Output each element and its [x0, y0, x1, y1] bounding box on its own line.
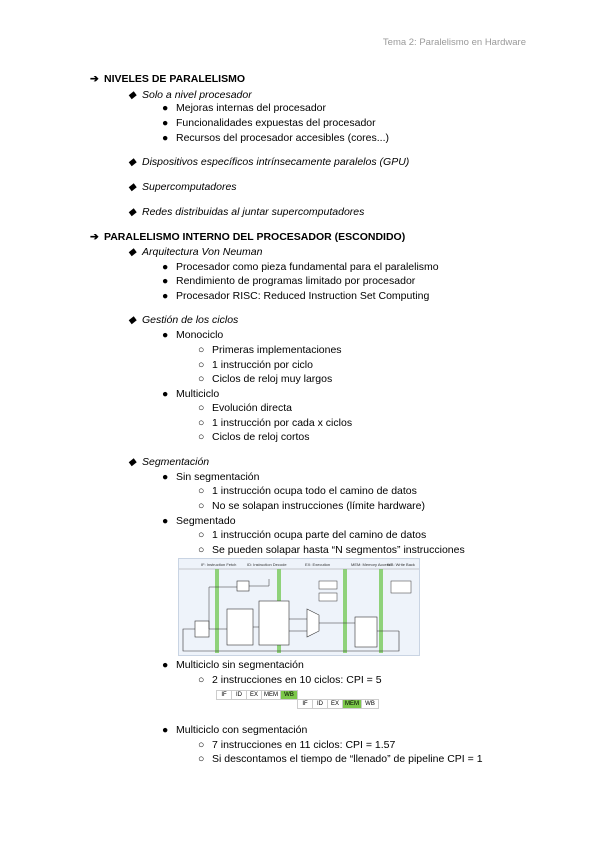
bullet-l1: ◆ Segmentación [128, 456, 210, 468]
circle-icon: ○ [198, 344, 205, 356]
dot-icon: ● [162, 388, 169, 400]
bullet-l2: ● Multiciclo sin segmentación [162, 659, 304, 671]
diamond-icon: ◆ [128, 206, 137, 218]
stage-label: MEM: Memory Access [351, 562, 391, 567]
bullet-l1: ◆ Solo a nivel procesador [128, 89, 252, 101]
stage-cell: WB [280, 690, 298, 700]
bullet-l3: ○ 2 instrucciones en 10 ciclos: CPI = 5 [198, 674, 382, 686]
circle-icon: ○ [198, 485, 205, 497]
pipeline-register [343, 569, 347, 653]
bullet-l3: ○ 1 instrucción ocupa parte del camino de datos [198, 529, 427, 541]
circle-icon: ○ [198, 359, 205, 371]
stage-cell: ID [231, 690, 247, 700]
bullet-l1: ◆ Arquitectura Von Neuman [128, 246, 263, 258]
bullet-l2: ● Funcionalidades expuestas del procesador [162, 117, 376, 129]
circle-icon: ○ [198, 529, 205, 541]
bullet-l2: ● Mejoras internas del procesador [162, 102, 326, 114]
bullet-l2: ● Procesador RISC: Reduced Instruction Set Computing [162, 290, 430, 302]
dot-icon: ● [162, 290, 169, 302]
stage-cell: IF [297, 699, 313, 709]
circle-icon: ○ [198, 500, 205, 512]
stage-cell: WB [361, 699, 379, 709]
dot-icon: ● [162, 329, 169, 341]
bullet-l2: ● Procesador como pieza fundamental para el paralelismo [162, 261, 439, 273]
pipeline-timing-table [210, 690, 390, 718]
diamond-icon: ◆ [128, 181, 137, 193]
circle-icon: ○ [198, 417, 205, 429]
bullet-l3: ○ Ciclos de reloj cortos [198, 431, 310, 443]
pipeline-register [379, 569, 383, 653]
arrow-icon: ➔ [90, 73, 99, 85]
circle-icon: ○ [198, 753, 205, 765]
stage-label: WB: Write Back [387, 562, 415, 567]
bullet-l1: ◆ Supercomputadores [128, 181, 237, 193]
bullet-l3: ○ Ciclos de reloj muy largos [198, 373, 333, 385]
bullet-l3: ○ Primeras implementaciones [198, 344, 342, 356]
register-file-block [259, 601, 289, 645]
circle-icon: ○ [198, 544, 205, 556]
bullet-l2: ● Recursos del procesador accesibles (cores...) [162, 132, 390, 144]
bullet-l3: ○ No se solapan instrucciones (límite hardware) [198, 500, 426, 512]
dot-icon: ● [162, 515, 169, 527]
bullet-l1: ◆ Gestión de los ciclos [128, 314, 239, 326]
pipeline-datapath-diagram [178, 558, 420, 656]
pc-block [195, 621, 209, 637]
bullet-l3: ○ Se pueden solapar hasta “N segmentos” instrucciones [198, 544, 465, 556]
dot-icon: ● [162, 261, 169, 273]
stage-cell: MEM [342, 699, 362, 709]
dot-icon: ● [162, 132, 169, 144]
legend-box [391, 581, 411, 593]
dot-icon: ● [162, 102, 169, 114]
bullet-l2: ● Segmentado [162, 515, 236, 527]
stage-label: IF: Instruction Fetch [201, 562, 237, 567]
section-2-heading [90, 230, 405, 244]
stage-cell: EX [246, 690, 262, 700]
bullet-l2: ● Multiciclo [162, 388, 220, 400]
bullet-l3: ○ 1 instrucción por cada x ciclos [198, 417, 353, 429]
stage-label: ID: Instruction Decode [247, 562, 287, 567]
bullet-l2: ● Monociclo [162, 329, 224, 341]
circle-icon: ○ [198, 431, 205, 443]
control-block [319, 581, 337, 589]
diamond-icon: ◆ [128, 156, 137, 168]
bullet-l2: ● Sin segmentación [162, 471, 260, 483]
bullet-l3: ○ 1 instrucción ocupa todo el camino de datos [198, 485, 417, 497]
circle-icon: ○ [198, 674, 205, 686]
instruction-memory-block [227, 609, 253, 645]
section-1-title: NIVELES DE PARALELISMO [104, 73, 245, 85]
diamond-icon: ◆ [128, 89, 137, 101]
arrow-icon: ➔ [90, 231, 99, 243]
bullet-l1: ◆ Redes distribuidas al juntar supercomputadores [128, 206, 365, 218]
dot-icon: ● [162, 275, 169, 287]
stage-cell: MEM [261, 690, 281, 700]
circle-icon: ○ [198, 739, 205, 751]
diamond-icon: ◆ [128, 456, 137, 468]
data-memory-block [355, 617, 377, 647]
bullet-l3: ○ Si descontamos el tiempo de “llenado” de pipeline CPI = 1 [198, 753, 483, 765]
stage-label: EX: Execution [305, 562, 331, 567]
bullet-l1: ◆ Dispositivos específicos intrínsecamente paralelos (GPU) [128, 156, 410, 168]
dot-icon: ● [162, 659, 169, 671]
page-header: Tema 2: Paralelismo en Hardware [382, 37, 526, 48]
diamond-icon: ◆ [128, 246, 137, 258]
bullet-l2: ● Rendimiento de programas limitado por procesador [162, 275, 416, 287]
stage-cell: EX [327, 699, 343, 709]
bullet-l2: ● Multiciclo con segmentación [162, 724, 308, 736]
diamond-icon: ◆ [128, 314, 137, 326]
control-block [319, 593, 337, 601]
bullet-l3: ○ Evolución directa [198, 402, 292, 414]
pipeline-register [215, 569, 219, 653]
datapath-svg [179, 559, 419, 655]
adder-block [237, 581, 249, 591]
section-1-heading [90, 72, 245, 86]
circle-icon: ○ [198, 373, 205, 385]
stage-cell: IF [216, 690, 232, 700]
dot-icon: ● [162, 117, 169, 129]
dot-icon: ● [162, 471, 169, 483]
bullet-l3: ○ 7 instrucciones en 11 ciclos: CPI = 1.57 [198, 739, 396, 751]
circle-icon: ○ [198, 402, 205, 414]
dot-icon: ● [162, 724, 169, 736]
stage-cell: ID [312, 699, 328, 709]
bullet-l3: ○ 1 instrucción por ciclo [198, 359, 313, 371]
section-2-title: PARALELISMO INTERNO DEL PROCESADOR (ESCONDIDO) [104, 231, 406, 243]
